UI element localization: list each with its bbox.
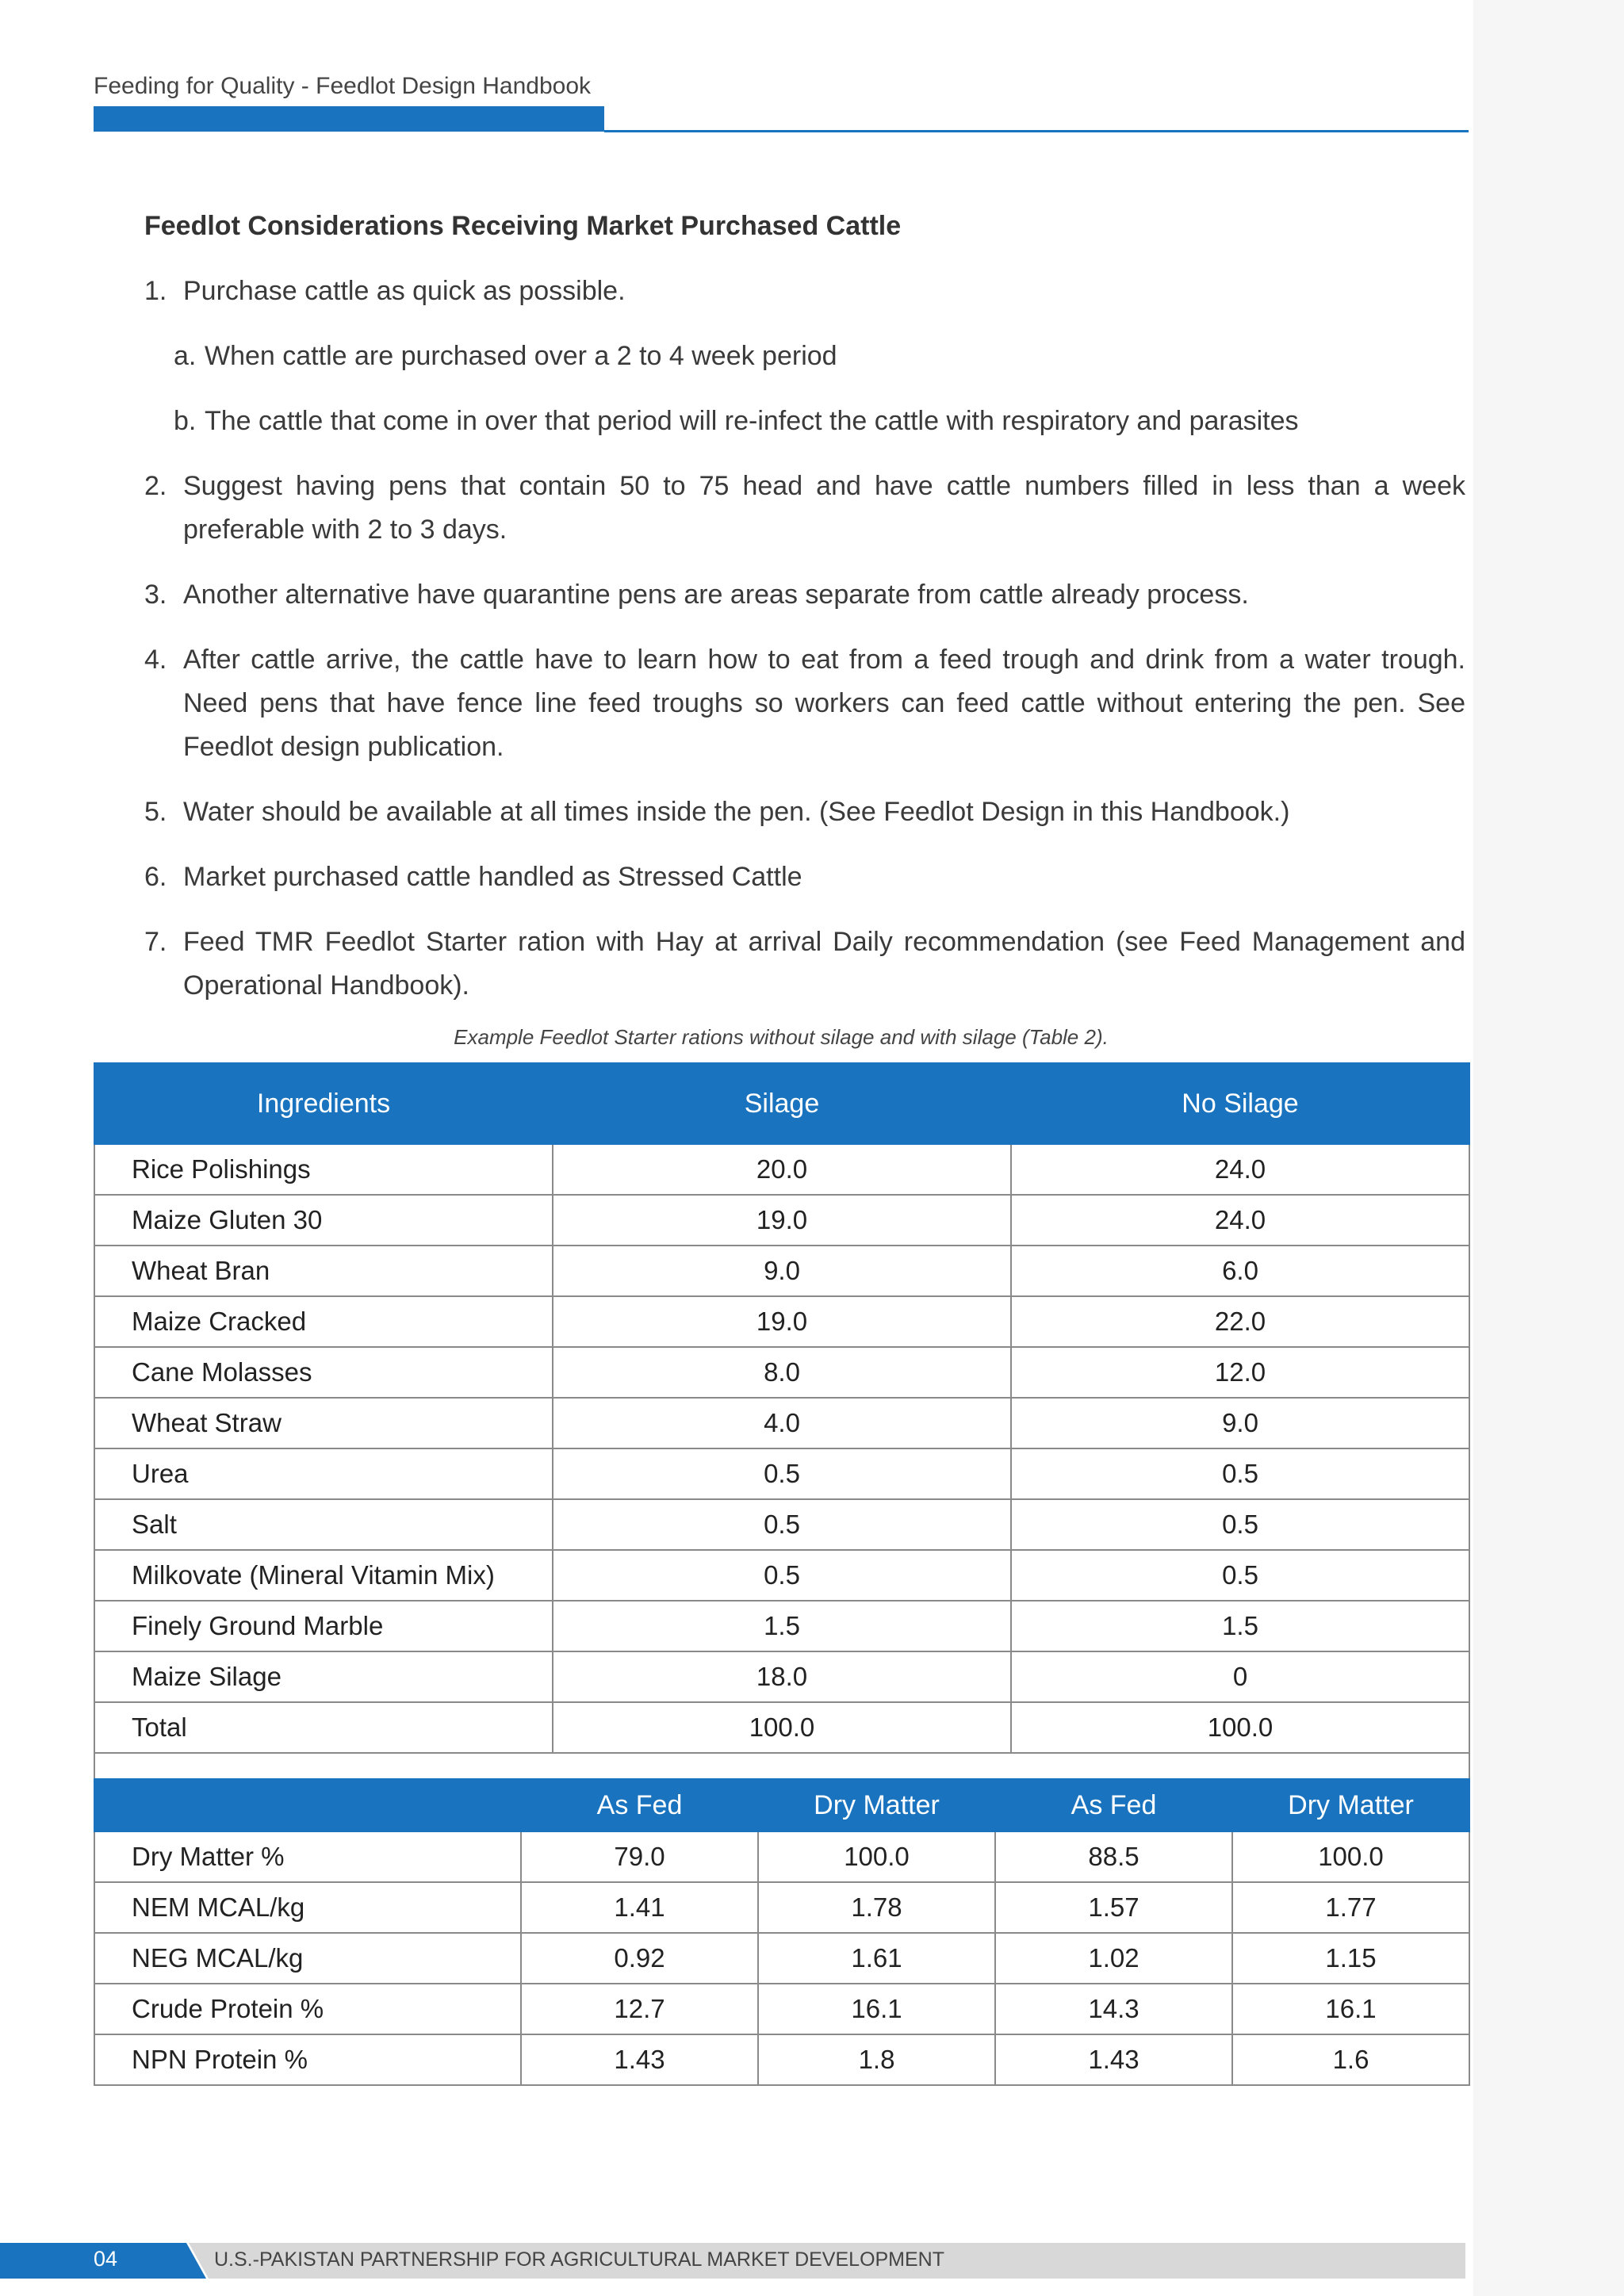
- table-row: [94, 1499, 1469, 1550]
- nutrient-name: Crude Protein %: [94, 1984, 521, 2034]
- table-caption: Example Feedlot Starter rations without silage and with silage (Table 2).: [454, 1025, 1109, 1049]
- list-text: Suggest having pens that contain 50 to 75 head and have cattle numbers filled in less than a week preferable with 2 to 3 days.: [183, 471, 1465, 545]
- table-cell: 19.0: [553, 1296, 1011, 1347]
- table-cell: 1.41: [521, 1882, 758, 1933]
- table-cell: 1.5: [553, 1601, 1011, 1651]
- table-cell: 22.0: [1011, 1296, 1469, 1347]
- list-text: When cattle are purchased over a 2 to 4 week period: [205, 341, 837, 371]
- table-row: [94, 1195, 1469, 1246]
- column-header: Ingredients: [94, 1063, 553, 1144]
- table-row: [94, 1347, 1469, 1398]
- table-cell: 4.0: [553, 1398, 1011, 1448]
- list-number: 5.: [144, 797, 167, 827]
- table-cell: 16.1: [1232, 1984, 1469, 2034]
- table-cell: 0.5: [1011, 1448, 1469, 1499]
- column-header: Dry Matter: [758, 1779, 995, 1831]
- list-text: The cattle that come in over that period will re-infect the cattle with respiratory and parasites: [205, 406, 1299, 436]
- list-item-7: [144, 920, 1465, 1008]
- table-cell: 9.0: [1011, 1398, 1469, 1448]
- ingredient-name: Milkovate (Mineral Vitamin Mix): [94, 1550, 553, 1601]
- table-row: [94, 1398, 1469, 1448]
- table-cell: 0.5: [1011, 1550, 1469, 1601]
- table-cell: 1.8: [758, 2034, 995, 2085]
- list-text: After cattle arrive, the cattle have to learn how to eat from a feed trough and drink from a water trough. Need pens that have fence line feed troughs so workers can feed cattle without entering the pen. See Feedlot design publication.: [183, 645, 1465, 762]
- list-item-1: [144, 270, 1465, 313]
- table-cell: 1.43: [995, 2034, 1232, 2085]
- table-cell: 1.61: [758, 1933, 995, 1984]
- table-row: [94, 1144, 1469, 1195]
- ingredient-name: Wheat Bran: [94, 1246, 553, 1296]
- table-cell: 8.0: [553, 1347, 1011, 1398]
- list-number: 1.: [144, 276, 167, 306]
- table-cell: 1.57: [995, 1882, 1232, 1933]
- table-row: [94, 2034, 1469, 2085]
- table-cell: 6.0: [1011, 1246, 1469, 1296]
- ingredient-name: Maize Silage: [94, 1651, 553, 1702]
- ingredient-name: Salt: [94, 1499, 553, 1550]
- table-cell: 1.5: [1011, 1601, 1469, 1651]
- table-cell: 0.92: [521, 1933, 758, 1984]
- running-header: Feeding for Quality - Feedlot Design Handbook: [94, 73, 592, 99]
- list-item-2: [144, 465, 1465, 552]
- table-header-row: [94, 1063, 1469, 1144]
- list-letter: a.: [174, 341, 197, 371]
- table-row: [94, 1831, 1469, 1882]
- list-item-3: [144, 573, 1465, 617]
- ingredient-name: Cane Molasses: [94, 1347, 553, 1398]
- nutrient-name: NPN Protein %: [94, 2034, 521, 2085]
- table-cell: 88.5: [995, 1831, 1232, 1882]
- table-cell: 1.02: [995, 1933, 1232, 1984]
- list-text: Feed TMR Feedlot Starter ration with Hay at arrival Daily recommendation (see Feed Management and Operational Handbook).: [183, 927, 1465, 1001]
- table-cell: 1.43: [521, 2034, 758, 2085]
- table-cell: 24.0: [1011, 1195, 1469, 1246]
- list-number: 7.: [144, 927, 167, 957]
- table-cell: 100.0: [758, 1831, 995, 1882]
- table-row: [94, 1651, 1469, 1702]
- table-cell: 0.5: [553, 1550, 1011, 1601]
- list-text: Purchase cattle as quick as possible.: [183, 276, 626, 306]
- list-item-5: [144, 790, 1465, 834]
- table-cell: 100.0: [1011, 1702, 1469, 1753]
- column-header: Silage: [553, 1063, 1011, 1144]
- page-number: 04: [94, 2247, 118, 2271]
- list-item-4: [144, 638, 1465, 769]
- list-number: 2.: [144, 471, 167, 501]
- table-row: [94, 1984, 1469, 2034]
- header-accent-bar: [94, 106, 604, 132]
- table-cell: 24.0: [1011, 1144, 1469, 1195]
- table-cell: 12.0: [1011, 1347, 1469, 1398]
- list-text: Another alternative have quarantine pens are areas separate from cattle already process.: [183, 580, 1249, 610]
- table-cell: 0.5: [1011, 1499, 1469, 1550]
- table-cell: 1.15: [1232, 1933, 1469, 1984]
- list-number: 3.: [144, 580, 167, 610]
- table-row-total: [94, 1702, 1469, 1753]
- list-letter: b.: [174, 406, 197, 436]
- column-header: As Fed: [995, 1779, 1232, 1831]
- list-text: Market purchased cattle handled as Stressed Cattle: [183, 862, 802, 892]
- table-row: [94, 1933, 1469, 1984]
- page-edge-strip: [1473, 0, 1624, 2296]
- content-body: [144, 205, 1465, 1029]
- ingredient-name: Maize Cracked: [94, 1296, 553, 1347]
- section-heading: Feedlot Considerations Receiving Market Purchased Cattle: [144, 211, 902, 241]
- table-cell: 1.6: [1232, 2034, 1469, 2085]
- table-cell: 0: [1011, 1651, 1469, 1702]
- table-cell: 1.78: [758, 1882, 995, 1933]
- nutrient-name: NEG MCAL/kg: [94, 1933, 521, 1984]
- table-cell: 9.0: [553, 1246, 1011, 1296]
- list-text: Water should be available at all times inside the pen. (See Feedlot Design in this Handbook.): [183, 797, 1290, 827]
- nutrient-name: NEM MCAL/kg: [94, 1882, 521, 1933]
- table-cell: 100.0: [1232, 1831, 1469, 1882]
- table-cell: 0.5: [553, 1499, 1011, 1550]
- table-cell: 0.5: [553, 1448, 1011, 1499]
- table-cell: 100.0: [553, 1702, 1011, 1753]
- nutrient-name: Dry Matter %: [94, 1831, 521, 1882]
- table-row: [94, 1601, 1469, 1651]
- table-cell: 79.0: [521, 1831, 758, 1882]
- ingredient-name: Total: [94, 1702, 553, 1753]
- table-cell: 19.0: [553, 1195, 1011, 1246]
- header-rule: [604, 130, 1469, 132]
- table-row: [94, 1448, 1469, 1499]
- table-row: [94, 1296, 1469, 1347]
- ingredient-name: Maize Gluten 30: [94, 1195, 553, 1246]
- table-cell: 20.0: [553, 1144, 1011, 1195]
- ingredient-name: Finely Ground Marble: [94, 1601, 553, 1651]
- column-header: As Fed: [521, 1779, 758, 1831]
- list-number: 6.: [144, 862, 167, 892]
- table-cell: 12.7: [521, 1984, 758, 2034]
- ingredient-name: Urea: [94, 1448, 553, 1499]
- list-item-6: [144, 855, 1465, 899]
- list-number: 4.: [144, 645, 167, 675]
- list-subitem-b: [144, 400, 1465, 443]
- column-header: Dry Matter: [1232, 1779, 1469, 1831]
- list-subitem-a: [144, 335, 1465, 378]
- table-cell: 18.0: [553, 1651, 1011, 1702]
- table-header-row: [94, 1779, 1469, 1831]
- table-row: [94, 1246, 1469, 1296]
- column-header: No Silage: [1011, 1063, 1469, 1144]
- nutrient-table: [94, 1778, 1470, 2086]
- footer-text: U.S.-PAKISTAN PARTNERSHIP FOR AGRICULTURAL MARKET DEVELOPMENT: [214, 2248, 945, 2271]
- table-cell: 1.77: [1232, 1882, 1469, 1933]
- ingredient-name: Rice Polishings: [94, 1144, 553, 1195]
- table-cell: 14.3: [995, 1984, 1232, 2034]
- ration-table: [94, 1062, 1470, 1811]
- table-cell: 16.1: [758, 1984, 995, 2034]
- column-header-empty: [94, 1779, 521, 1831]
- ingredient-name: Wheat Straw: [94, 1398, 553, 1448]
- table-row: [94, 1882, 1469, 1933]
- table-row: [94, 1550, 1469, 1601]
